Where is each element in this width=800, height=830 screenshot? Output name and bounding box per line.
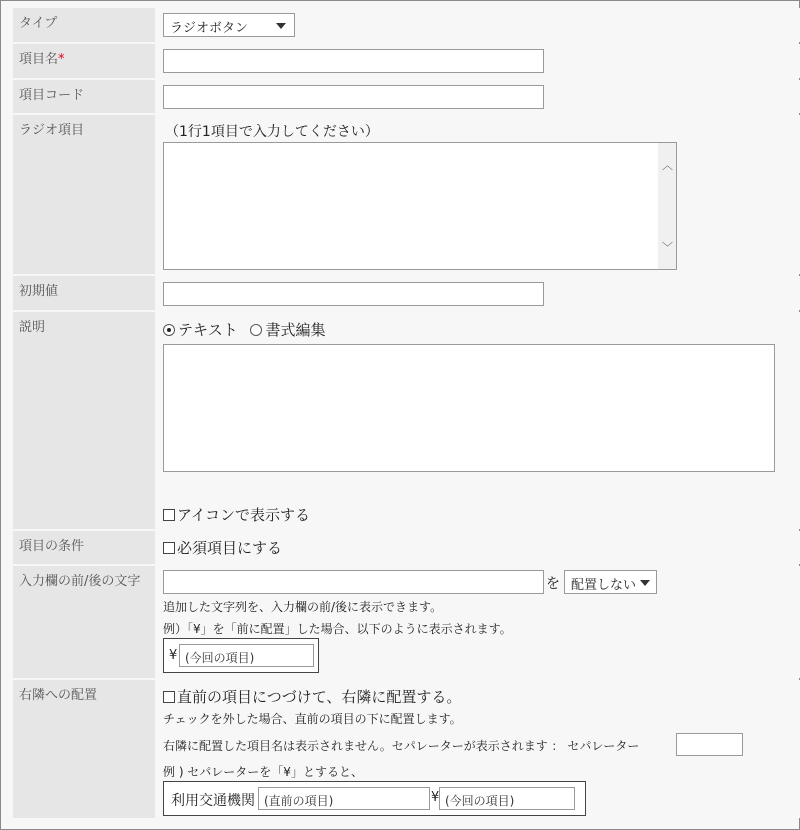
example-label: 利用交通機関: [171, 793, 255, 809]
example-yen: ¥: [431, 790, 440, 805]
radio-selected-icon: [163, 324, 175, 336]
affix-row: [13, 566, 800, 678]
affix-help2: 例）「¥」を「前に配置」した場合、以下のように表示されます。: [163, 622, 512, 636]
required-checkbox[interactable]: 必須項目にする: [163, 537, 282, 558]
icon-display-checkbox[interactable]: アイコンで表示する: [163, 504, 310, 525]
desc-radio-text[interactable]: テキスト: [163, 321, 238, 339]
yen-symbol: ¥: [169, 648, 178, 663]
right-help1: チェックを外した場合、直前の項目の下に配置します。: [163, 712, 462, 726]
chevron-down-icon: [640, 580, 650, 586]
name-input[interactable]: [163, 49, 544, 73]
type-select[interactable]: ラジオボタン: [163, 13, 295, 37]
required-mark: *: [58, 52, 65, 67]
desc-radio-rich[interactable]: 書式編集: [250, 321, 325, 339]
radio-icon: [250, 324, 262, 336]
affix-input[interactable]: [163, 570, 544, 594]
affix-wo: を: [546, 576, 560, 592]
affix-placement-select[interactable]: 配置しない: [564, 570, 657, 594]
desc-textarea[interactable]: [163, 344, 775, 472]
chevron-down-icon: [276, 23, 286, 29]
initial-row: [13, 276, 800, 310]
right-help3: 例 ) セパレーターを「¥」とすると、: [163, 765, 363, 779]
code-row: [13, 80, 800, 113]
right-placement-checkbox[interactable]: 直前の項目につづけて、右隣に配置する。: [163, 686, 461, 707]
example-prev-input: (直前の項目): [258, 787, 430, 810]
separator-input[interactable]: [676, 733, 743, 756]
initial-label: 初期値: [13, 276, 155, 310]
name-row: [13, 44, 800, 78]
affix-example: [163, 638, 319, 673]
cond-row: [13, 531, 800, 564]
initial-input[interactable]: [163, 282, 544, 306]
desc-row: [13, 312, 800, 529]
example-cur-input: (今回の項目): [439, 787, 575, 810]
right-example: [163, 781, 586, 816]
scrollbar[interactable]: [658, 143, 676, 269]
checkbox-icon: [163, 542, 175, 554]
code-label: 項目コード: [13, 80, 155, 113]
radio-items-hint: （1行1項目で入力してください）: [165, 124, 379, 140]
checkbox-icon: [163, 691, 175, 703]
desc-label: 説明: [13, 312, 155, 529]
chevron-down-icon[interactable]: ﹀: [662, 241, 673, 254]
radio-items-textarea[interactable]: [163, 142, 677, 270]
right-help2: 右隣に配置した項目名は表示されません。セパレーターが表示されます ： セパレーター: [163, 739, 640, 753]
affix-label: 入力欄の前/後の文字: [13, 566, 155, 678]
chevron-up-icon[interactable]: ︿: [662, 159, 673, 172]
example-input: (今回の項目): [179, 644, 314, 667]
radio-items-row: [13, 115, 800, 274]
right-row: [13, 680, 800, 818]
type-row: [13, 8, 800, 42]
checkbox-icon: [163, 509, 175, 521]
radio-items-label: ラジオ項目: [13, 115, 155, 274]
name-label: 項目名: [19, 52, 59, 67]
right-label: 右隣への配置: [13, 680, 155, 818]
cond-label: 項目の条件: [13, 531, 155, 564]
type-label: タイプ: [13, 8, 155, 42]
affix-help1: 追加した文字列を、入力欄の前/後に表示できます。: [163, 600, 443, 614]
code-input[interactable]: [163, 85, 544, 109]
